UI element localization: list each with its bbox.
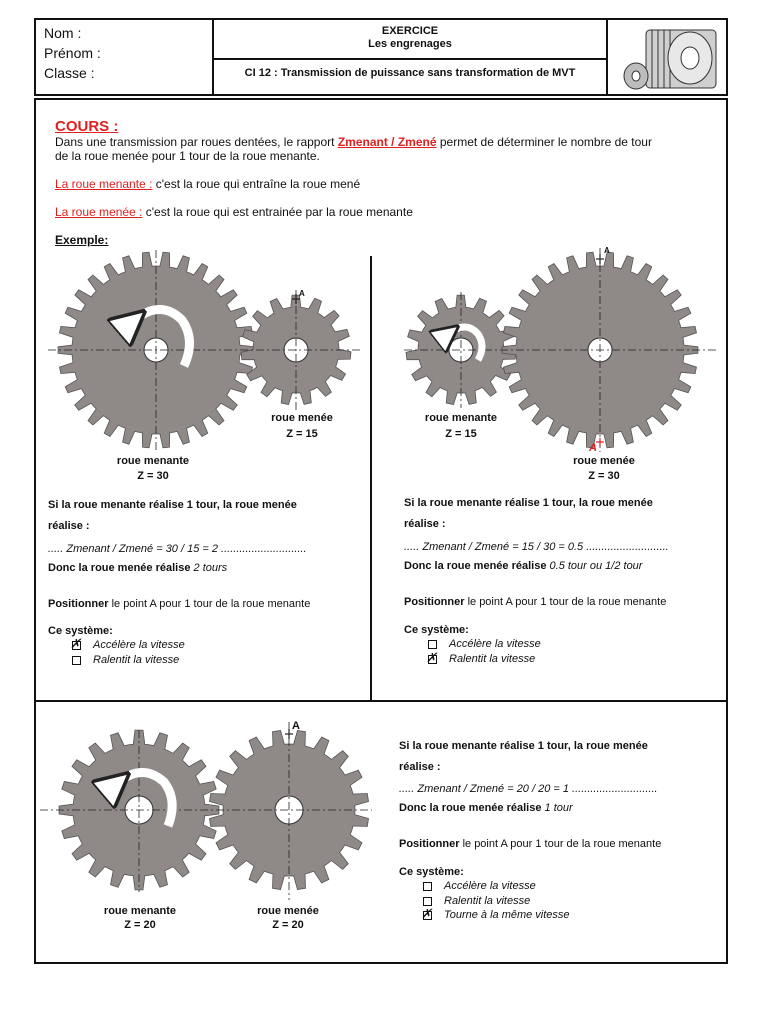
menee-label: La roue menée :	[55, 205, 143, 219]
ex2-point-a-bottom: A	[589, 442, 597, 454]
ex3-menee-label: roue menée	[257, 905, 319, 917]
ex3-systeme: Ce système:	[399, 866, 464, 878]
ex2-option-2[interactable]	[428, 653, 535, 665]
ex2-menee-label: roue menée	[573, 455, 635, 467]
ex3-calc-prefix: .....	[399, 783, 418, 795]
ex3-option-3[interactable]	[423, 909, 570, 921]
ex1-donc-line	[48, 562, 227, 574]
ex2-option-2-label: Ralentit la vitesse	[449, 653, 536, 665]
ex1-calc-prefix: .....	[48, 543, 67, 555]
ex1-pos-bold: Positionner	[48, 598, 109, 610]
nom-label: Nom :	[44, 25, 82, 41]
ex1-calc-line	[48, 543, 307, 555]
ex3-option-1[interactable]	[423, 880, 536, 892]
ex1-pos-line	[48, 598, 310, 610]
ex2-pos-line	[404, 596, 666, 608]
ex2-question-2: réalise :	[404, 518, 446, 530]
ex3-option-2[interactable]	[423, 895, 530, 907]
ex3-question-2: réalise :	[399, 761, 441, 773]
ex1-donc-val: 2 tours	[193, 562, 228, 574]
menante-text: c'est la roue qui entraîne la roue mené	[152, 177, 361, 191]
ex2-option-1-label: Accélère la vitesse	[449, 638, 541, 650]
ex2-option-1[interactable]	[428, 638, 541, 650]
menee-text: c'est la roue qui est entrainée par la roue menante	[142, 205, 413, 219]
ex3-menee-z: Z = 20	[272, 919, 304, 931]
ex3-pos-bold: Positionner	[399, 838, 460, 850]
menante-label: La roue menante :	[55, 177, 153, 191]
ex1-menante-z: Z = 30	[137, 470, 169, 482]
ex3-option-3-label: Tourne à la même vitesse	[444, 909, 570, 921]
ex2-calc-line	[404, 541, 669, 553]
ex1-option-1[interactable]	[72, 639, 185, 651]
cours-title: COURS :	[55, 118, 119, 135]
ex2-checkbox-2[interactable]	[428, 655, 437, 664]
exemple-label: Exemple:	[55, 233, 109, 247]
ex3-point-a: A	[292, 720, 300, 732]
ex3-donc-val: 1 tour	[544, 802, 573, 814]
ex1-option-1-label: Accélère la vitesse	[93, 639, 185, 651]
classe-label: Classe :	[44, 65, 95, 81]
ex3-calc: Zmenant / Zmené = 20 / 20 = 1 ............................	[417, 783, 658, 795]
ex1-menee-z: Z = 15	[286, 428, 318, 440]
ex3-option-1-label: Accélère la vitesse	[444, 880, 536, 892]
ex2-pos-bold: Positionner	[404, 596, 465, 608]
ex3-donc-line	[399, 802, 573, 814]
ex2-systeme: Ce système:	[404, 624, 469, 636]
ex2-menante-z: Z = 15	[445, 428, 477, 440]
ex2-donc: Donc la roue menée réalise	[404, 560, 547, 572]
ex1-checkbox-2[interactable]	[72, 656, 81, 665]
intro-line-2: de la roue menée pour 1 tour de la roue menante.	[55, 149, 320, 163]
ex3-checkbox-3[interactable]	[423, 911, 432, 920]
ex3-donc: Donc la roue menée réalise	[399, 802, 542, 814]
prenom-label: Prénom :	[44, 45, 101, 61]
ex1-question: Si la roue menante réalise 1 tour, la roue menée	[48, 499, 297, 511]
ex2-menee-z: Z = 30	[588, 470, 620, 482]
ex1-checkbox-1[interactable]	[72, 641, 81, 650]
ex1-donc: Donc la roue menée réalise	[48, 562, 191, 574]
ex2-checkbox-1[interactable]	[428, 640, 437, 649]
ex1-pos-rest: le point A pour 1 tour de la roue menante	[108, 598, 311, 610]
ex1-point-a: A	[299, 289, 305, 298]
intro-ratio: Zmenant / Zmené	[337, 135, 437, 149]
ex2-pos-rest: le point A pour 1 tour de la roue menante	[464, 596, 667, 608]
ex1-question-2: réalise :	[48, 520, 90, 532]
ex1-option-2[interactable]	[72, 654, 179, 666]
ci-title: CI 12 : Transmission de puissance sans transformation de MVT	[244, 67, 576, 79]
ex3-calc-line	[399, 783, 658, 795]
ex1-menee-label: roue menée	[271, 412, 333, 424]
exercice-title: EXERCICE	[381, 25, 439, 37]
ex1-calc: Zmenant / Zmené = 30 / 15 = 2 ............................	[66, 543, 307, 555]
ex3-menante-label: roue menante	[103, 905, 177, 917]
intro-post: permet de déterminer le nombre de tour	[436, 135, 652, 149]
ex2-donc-line	[404, 560, 642, 572]
ex2-calc-prefix: .....	[404, 541, 423, 553]
ex1-option-2-label: Ralentit la vitesse	[93, 654, 180, 666]
intro-pre: Dans une transmission par roues dentées, le rapport	[55, 135, 338, 149]
ex2-point-a-top: A	[604, 246, 610, 255]
ex3-checkbox-2[interactable]	[423, 897, 432, 906]
subject-title: Les engrenages	[368, 38, 452, 50]
ex2-calc: Zmenant / Zmené = 15 / 30 = 0.5 ...........................	[422, 541, 669, 553]
ex1-systeme: Ce système:	[48, 625, 113, 637]
ex3-question: Si la roue menante réalise 1 tour, la roue menée	[399, 740, 648, 752]
ex3-checkbox-1[interactable]	[423, 882, 432, 891]
ex3-pos-line	[399, 838, 661, 850]
ex3-option-2-label: Ralentit la vitesse	[444, 895, 531, 907]
ex3-menante-z: Z = 20	[124, 919, 156, 931]
ex2-donc-val: 0.5 tour ou 1/2 tour	[549, 560, 643, 572]
ex1-menante-label: roue menante	[116, 455, 190, 467]
ex2-question: Si la roue menante réalise 1 tour, la roue menée	[404, 497, 653, 509]
ex3-pos-rest: le point A pour 1 tour de la roue menante	[459, 838, 662, 850]
ex2-menante-label: roue menante	[424, 412, 498, 424]
